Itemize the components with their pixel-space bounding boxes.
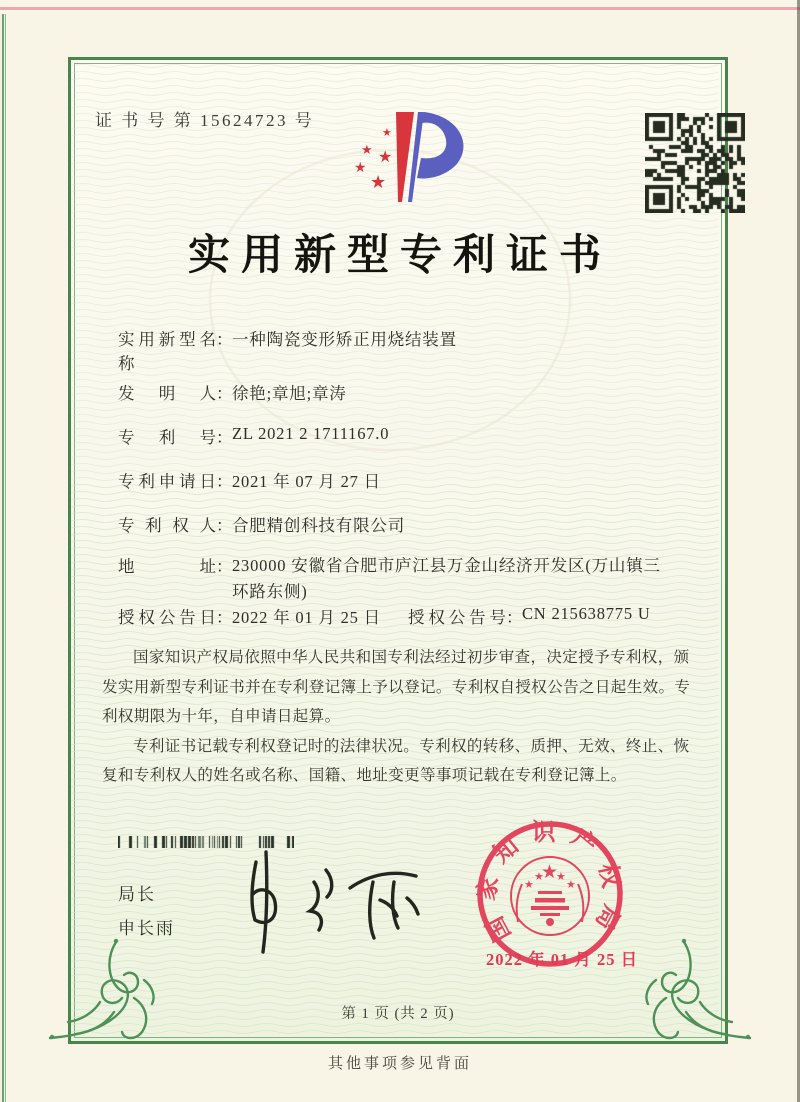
field-grant-publication-number <box>408 604 651 628</box>
field-value: 一种陶瓷变形矫正用烧结装置 <box>232 330 457 349</box>
star-icon: ★ <box>556 871 566 883</box>
commissioner-name: 申长雨 <box>118 919 175 938</box>
field-colon: ： <box>216 330 233 349</box>
field-colon: ： <box>216 557 233 576</box>
seal-ring-text: 国家知识产权局 <box>474 820 626 946</box>
field-colon: ： <box>216 384 233 403</box>
commissioner-signature <box>222 848 432 958</box>
certificate-title: 实用新型专利证书 <box>187 233 612 279</box>
field-label: 专利权人 <box>118 516 216 535</box>
star-icon: ★ <box>541 862 559 883</box>
field-colon: ： <box>506 608 523 627</box>
field-address <box>118 553 664 605</box>
barcode-icon <box>118 836 294 848</box>
field-label: 授权公告日 <box>118 608 216 627</box>
field-label: 专利号 <box>118 428 216 447</box>
star-icon: ★ <box>378 149 393 166</box>
field-value: ZL 2021 2 1711167.0 <box>232 424 390 443</box>
back-side-note: 其他事项参见背面 <box>327 1056 472 1072</box>
field-colon: ： <box>216 428 233 447</box>
field-patentee <box>118 512 405 536</box>
cnipa-logo-icon <box>332 106 477 221</box>
field-inventors <box>118 380 347 404</box>
certificate-number: 证 书 号 第 15624723 号 <box>95 111 315 130</box>
field-application-date <box>118 468 381 492</box>
scan-artifact-top <box>0 7 800 10</box>
field-label: 实用新型名称 <box>118 330 216 373</box>
field-value: 2021 年 07 月 27 日 <box>232 472 381 491</box>
star-icon: ★ <box>382 127 392 139</box>
scan-artifact-left <box>0 14 8 1102</box>
star-icon: ★ <box>524 879 534 891</box>
field-colon: ： <box>216 516 233 535</box>
field-label: 地址 <box>118 557 216 576</box>
field-colon: ： <box>216 608 233 627</box>
national-emblem-icon <box>511 857 589 935</box>
field-label: 专利申请日 <box>118 472 216 491</box>
star-icon: ★ <box>566 879 576 891</box>
field-value: 合肥精创科技有限公司 <box>232 516 405 535</box>
field-label: 发明人 <box>118 384 216 403</box>
seal-date: 2022 年 01 月 25 日 <box>485 950 639 969</box>
field-value: CN 215638775 U <box>522 604 651 623</box>
field-grant-row <box>118 604 718 628</box>
star-icon: ★ <box>370 172 387 192</box>
page-number: 第 1 页 (共 2 页) <box>341 1006 455 1022</box>
field-value: 徐艳;章旭;章涛 <box>232 384 347 403</box>
field-label: 授权公告号 <box>408 608 506 627</box>
star-icon: ★ <box>354 161 367 176</box>
field-patent-number <box>118 424 389 448</box>
qr-code-icon <box>645 113 745 213</box>
star-icon: ★ <box>361 142 373 157</box>
commissioner-title: 局长 <box>118 885 156 904</box>
legal-text-block <box>102 643 699 791</box>
field-utility-model-name <box>118 326 457 374</box>
field-value: 2022 年 01 月 25 日 <box>232 608 381 627</box>
legal-paragraph: 专利证书记载专利权登记时的法律状况。专利权的转移、质押、无效、终止、恢复和专利权人的姓名或名称、国籍、地址变更等事项记载在专利登记簿上。 <box>102 737 690 784</box>
star-icon: ★ <box>534 871 544 883</box>
field-value: 230000 安徽省合肥市庐江县万金山经济开发区(万山镇三环路东侧) <box>232 556 661 601</box>
field-colon: ： <box>216 472 233 491</box>
legal-paragraph: 国家知识产权局依照中华人民共和国专利法经过初步审查，决定授予专利权，颁发实用新型专利证书并在专利登记簿上予以登记。专利权自授权公告之日起生效。专利权期限为十年，自申请日起算。 <box>102 649 691 725</box>
